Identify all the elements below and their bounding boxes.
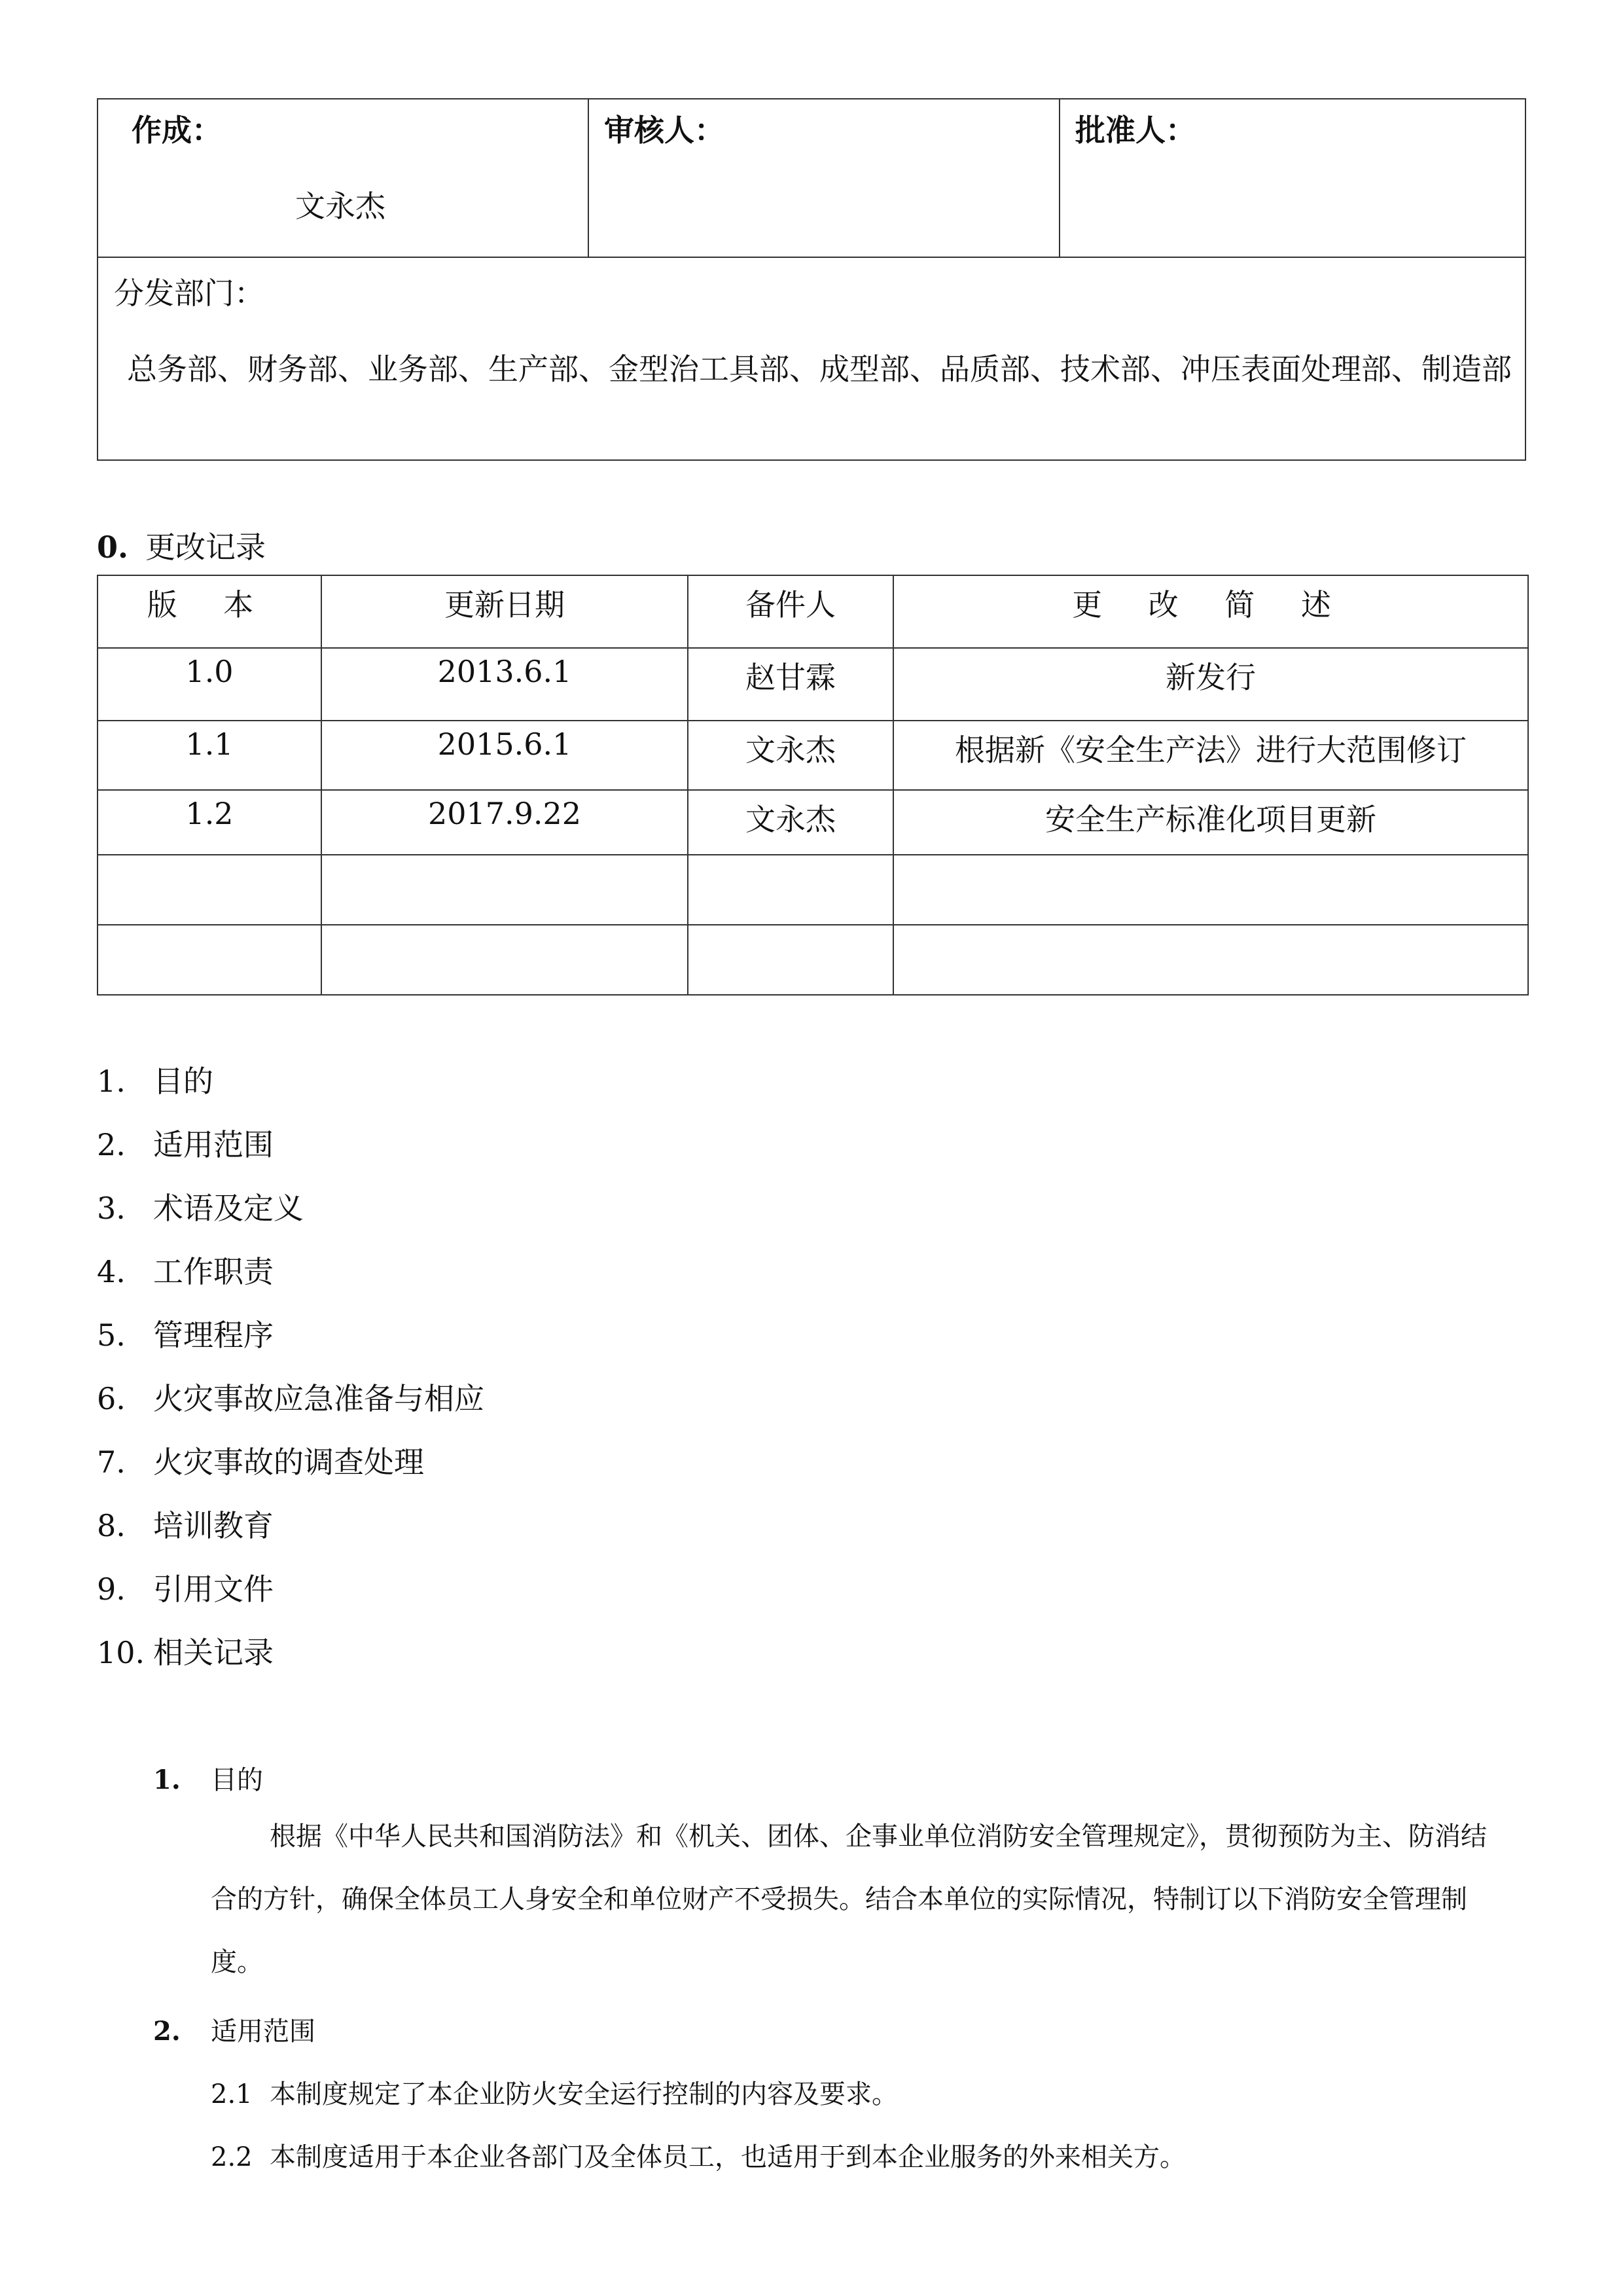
revision-cell xyxy=(688,925,893,995)
toc-item xyxy=(97,1247,484,1311)
section2-item-number: 2.1 xyxy=(211,2079,253,2109)
table-row xyxy=(98,855,1528,925)
revision-section-title: 更改记录 xyxy=(145,529,266,565)
table-row xyxy=(98,925,1528,995)
toc-number: 1. xyxy=(97,1064,126,1099)
toc-number: 2. xyxy=(97,1127,126,1162)
toc-item xyxy=(97,1311,484,1374)
author-name: 文永杰 xyxy=(295,188,385,224)
toc-item xyxy=(97,1501,484,1565)
table-row xyxy=(98,721,1528,790)
approver-cell xyxy=(1060,99,1525,257)
reviewer-label: 审核人： xyxy=(604,113,724,148)
section2-item-text: 本制度适用于本企业各部门及全体员工，也适用于到本企业服务的外来相关方。 xyxy=(270,2142,1186,2172)
section2-item xyxy=(211,2073,898,2111)
toc-text: 管理程序 xyxy=(153,1318,274,1353)
revision-header-summary: 更 改 简 述 xyxy=(893,575,1528,648)
revision-cell: 1.0 xyxy=(98,648,321,721)
toc-text: 火灾事故应急准备与相应 xyxy=(153,1381,484,1416)
signoff-table xyxy=(97,98,1526,461)
revision-cell xyxy=(321,855,688,925)
revision-table xyxy=(97,575,1529,996)
section1-heading xyxy=(153,1759,263,1797)
toc-number: 5. xyxy=(97,1318,126,1353)
distribution-departments: 总务部、财务部、业务部、生产部、金型治工具部、成型部、品质部、技术部、冲压表面处理部、制造部 xyxy=(127,351,1512,387)
revision-section-heading xyxy=(97,524,266,567)
table-of-contents xyxy=(97,1057,484,1692)
toc-number: 7. xyxy=(97,1444,126,1480)
toc-text: 目的 xyxy=(153,1064,213,1099)
section2-item-text: 本制度规定了本企业防火安全运行控制的内容及要求。 xyxy=(270,2079,898,2109)
section1-title: 目的 xyxy=(211,1765,263,1795)
toc-text: 适用范围 xyxy=(153,1127,274,1162)
section2-item-number: 2.2 xyxy=(211,2142,253,2172)
revision-cell: 2013.6.1 xyxy=(321,648,688,721)
toc-text: 培训教育 xyxy=(153,1508,274,1543)
revision-cell xyxy=(98,855,321,925)
toc-number: 8. xyxy=(97,1508,126,1543)
toc-text: 火灾事故的调查处理 xyxy=(153,1444,424,1480)
section2-item xyxy=(211,2136,1186,2174)
revision-cell xyxy=(893,925,1528,995)
toc-item xyxy=(97,1121,484,1184)
toc-item xyxy=(97,1438,484,1501)
revision-cell: 赵甘霖 xyxy=(688,648,893,721)
author-label: 作成： xyxy=(132,113,222,148)
revision-cell: 安全生产标准化项目更新 xyxy=(893,790,1528,855)
section2-heading xyxy=(153,2011,315,2048)
table-row xyxy=(98,790,1528,855)
toc-number: 6. xyxy=(97,1381,126,1416)
toc-number: 4. xyxy=(97,1254,126,1289)
toc-item xyxy=(97,1565,484,1628)
distribution-cell xyxy=(98,257,1525,460)
approver-label: 批准人： xyxy=(1075,113,1196,148)
revision-cell xyxy=(893,855,1528,925)
toc-number: 9. xyxy=(97,1571,126,1607)
revision-cell: 文永杰 xyxy=(688,790,893,855)
revision-cell: 1.2 xyxy=(98,790,321,855)
revision-cell: 根据新《安全生产法》进行大范围修订 xyxy=(893,721,1528,790)
toc-text: 工作职责 xyxy=(153,1254,274,1289)
revision-cell xyxy=(688,855,893,925)
revision-cell: 2015.6.1 xyxy=(321,721,688,790)
revision-cell: 2017.9.22 xyxy=(321,790,688,855)
revision-header-person: 备件人 xyxy=(688,575,893,648)
author-cell xyxy=(98,99,588,257)
toc-text: 相关记录 xyxy=(153,1635,274,1670)
toc-item xyxy=(97,1374,484,1438)
section1-paragraph: 根据《中华人民共和国消防法》和《机关、团体、企事业单位消防安全管理规定》，贯彻预防为主、防消结合的方针，确保全体员工人身安全和单位财产不受损失。结合本单位的实际情况，特制订以下消防安全管理制度。 xyxy=(211,1821,1487,1977)
distribution-label: 分发部门： xyxy=(114,276,264,311)
revision-cell: 新发行 xyxy=(893,648,1528,721)
toc-item xyxy=(97,1628,484,1692)
revision-cell: 文永杰 xyxy=(688,721,893,790)
revision-cell: 1.1 xyxy=(98,721,321,790)
toc-item xyxy=(97,1184,484,1247)
toc-text: 术语及定义 xyxy=(153,1191,304,1226)
section1-number: 1. xyxy=(153,1765,181,1795)
toc-number: 10. xyxy=(97,1635,145,1670)
reviewer-cell xyxy=(588,99,1060,257)
revision-cell xyxy=(98,925,321,995)
revision-cell xyxy=(321,925,688,995)
toc-text: 引用文件 xyxy=(153,1571,274,1607)
revision-header-version: 版 本 xyxy=(98,575,321,648)
toc-number: 3. xyxy=(97,1191,126,1226)
revision-section-number: 0. xyxy=(97,529,129,565)
toc-item xyxy=(97,1057,484,1121)
revision-header-date: 更新日期 xyxy=(321,575,688,648)
section2-number: 2. xyxy=(153,2016,181,2047)
table-row xyxy=(98,648,1528,721)
section2-title: 适用范围 xyxy=(211,2017,315,2047)
